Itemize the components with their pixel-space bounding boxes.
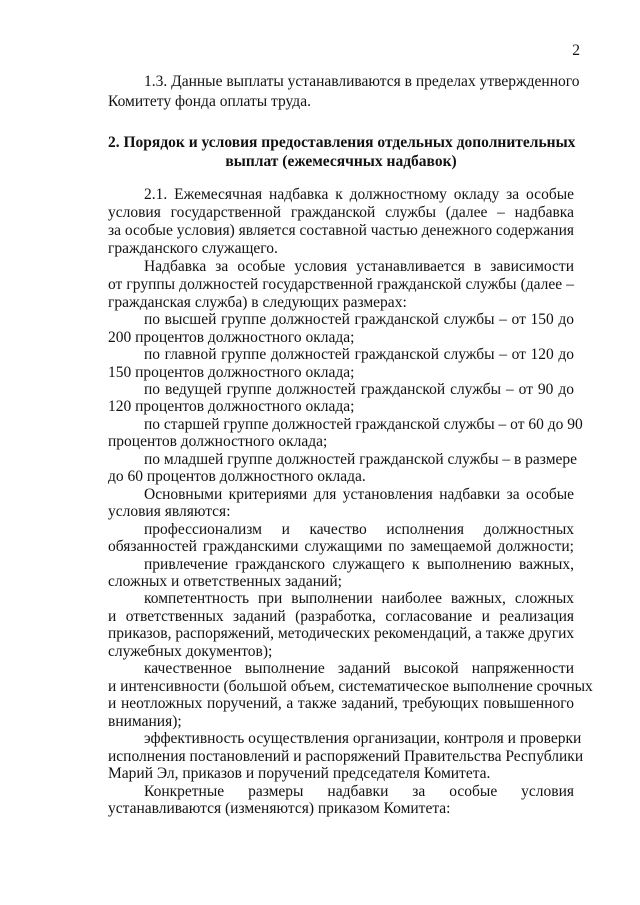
text-line: от группы должностей государственной гражданской службы (далее – <box>108 276 574 293</box>
text-line: эффективность осуществления организации, контроля и проверки <box>144 730 582 747</box>
text-line: процентов должностного оклада; <box>108 433 328 450</box>
text-line: по старшей группе должностей гражданской службы – от 60 до 90 <box>144 416 583 433</box>
text-line: и неотложных поручений, а также заданий, требующих повышенного <box>108 695 574 712</box>
section-heading-line: 2. Порядок и условия предоставления отдельных дополнительных <box>108 134 576 151</box>
text-line: за особые условия) является составной частью денежного содержания <box>108 222 574 239</box>
text-line: до 60 процентов должностного оклада. <box>108 468 366 485</box>
text-line: условия являются: <box>108 503 231 520</box>
text-line: 2.1. Ежемесячная надбавка к должностному окладу за особые <box>144 186 574 203</box>
text-line: по высшей группе должностей гражданской службы – от 150 до <box>144 311 574 328</box>
text-line: по ведущей группе должностей гражданской службы – от 90 до <box>144 381 574 398</box>
text-line: Марий Эл, приказов и поручений председателя Комитета. <box>108 765 491 782</box>
text-line: внимания); <box>108 713 182 730</box>
text-line: профессионализм и качество исполнения должностных <box>144 521 574 538</box>
text-line: устанавливаются (изменяются) приказом Комитета: <box>108 800 451 817</box>
section-heading-line: выплат (ежемесячных надбавок) <box>225 153 457 170</box>
text-line: 150 процентов должностного оклада; <box>108 364 355 381</box>
text-line: исполнения постановлений и распоряжений Правительства Республики <box>108 748 584 765</box>
text-line: условия государственной гражданской службы (далее – надбавка <box>108 204 574 221</box>
text-line: сложных и ответственных заданий; <box>108 573 342 590</box>
text-line: Конкретные размеры надбавки за особые условия <box>144 783 574 800</box>
text-line: обязанностей гражданскими служащими по замещаемой должности; <box>108 538 574 555</box>
text-line: Комитету фонда оплаты труда. <box>108 93 311 110</box>
text-line: по младшей группе должностей гражданской службы – в размере <box>144 451 578 468</box>
page-number: 2 <box>572 42 580 59</box>
text-line: качественное выполнение заданий высокой напряженности <box>144 660 574 677</box>
text-line: гражданского служащего. <box>108 240 278 257</box>
text-line: Надбавка за особые условия устанавливается в зависимости <box>144 258 574 275</box>
text-line: гражданская служба) в следующих размерах: <box>108 294 407 311</box>
text-line: и интенсивности (большой объем, систематическое выполнение срочных <box>108 678 593 695</box>
text-line: служебных документов); <box>108 643 273 660</box>
text-line: привлечение гражданского служащего к выполнению важных, <box>144 556 574 573</box>
text-line: приказов, распоряжений, методических рекомендаций, а также других <box>108 625 575 642</box>
text-line: и ответственных заданий (разработка, согласование и реализация <box>108 608 574 625</box>
text-line: 200 процентов должностного оклада; <box>108 329 355 346</box>
text-line: 120 процентов должностного оклада; <box>108 398 355 415</box>
text-line: компетентность при выполнении наиболее важных, сложных <box>144 590 574 607</box>
text-line: Основными критериями для установления надбавки за особые <box>144 486 574 503</box>
text-line: 1.3. Данные выплаты устанавливаются в пределах утвержденного <box>144 73 580 90</box>
text-line: по главной группе должностей гражданской службы – от 120 до <box>144 346 574 363</box>
